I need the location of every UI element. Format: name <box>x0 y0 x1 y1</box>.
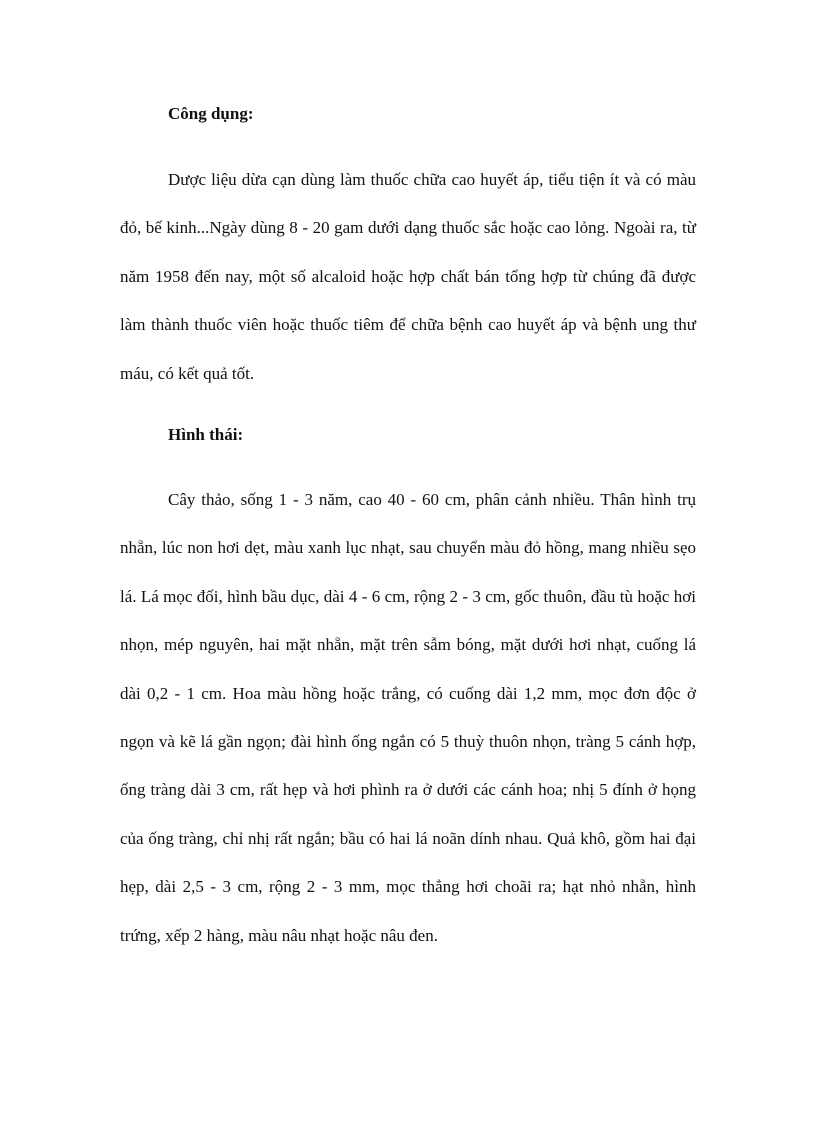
section-paragraph-uses: Dược liệu dừa cạn dùng làm thuốc chữa cao huyết áp, tiểu tiện ít và có màu đỏ, bế kinh...Ngày dùng 8 - 20 gam dưới dạng thuốc sắc hoặc cao lỏng. Ngoài ra, từ năm 1958 đến nay, một số alcaloid hoặc hợp chất bán tổng hợp từ chúng đã được làm thành thuốc viên hoặc thuốc tiêm để chữa bệnh cao huyết áp và bệnh ung thư máu, có kết quả tốt. <box>120 170 696 383</box>
section-heading-morphology: Hình thái: <box>168 425 244 444</box>
section-paragraph-morphology: Cây thảo, sống 1 - 3 năm, cao 40 - 60 cm, phân cảnh nhiều. Thân hình trụ nhẵn, lúc non hơi dẹt, màu xanh lục nhạt, sau chuyển màu đỏ hồng, mang nhiều sẹo lá. Lá mọc đối, hình bầu dục, dài 4 - 6 cm, rộng 2 - 3 cm, gốc thuôn, đầu tù hoặc hơi nhọn, mép nguyên, hai mặt nhẵn, mặt trên sẫm bóng, mặt dưới hơi nhạt, cuống lá dài 0,2 - 1 cm. Hoa màu hồng hoặc trắng, có cuống dài 1,2 mm, mọc đơn độc ở ngọn và kẽ lá gần ngọn; đài hình ống ngắn có 5 thuỳ thuôn nhọn, tràng 5 cánh hợp, ống tràng dài 3 cm, rất hẹp và hơi phình ra ở dưới các cánh hoa; nhị 5 đính ở họng của ống tràng, chỉ nhị rất ngắn; bầu có hai lá noãn dính nhau. Quả khô, gồm hai đại hẹp, dài 2,5 - 3 cm, rộng 2 - 3 mm, mọc thẳng hơi choãi ra; hạt nhỏ nhẵn, hình trứng, xếp 2 hàng, màu nâu nhạt hoặc nâu đen. <box>120 490 696 945</box>
section-heading-uses: Công dụng: <box>168 104 254 123</box>
